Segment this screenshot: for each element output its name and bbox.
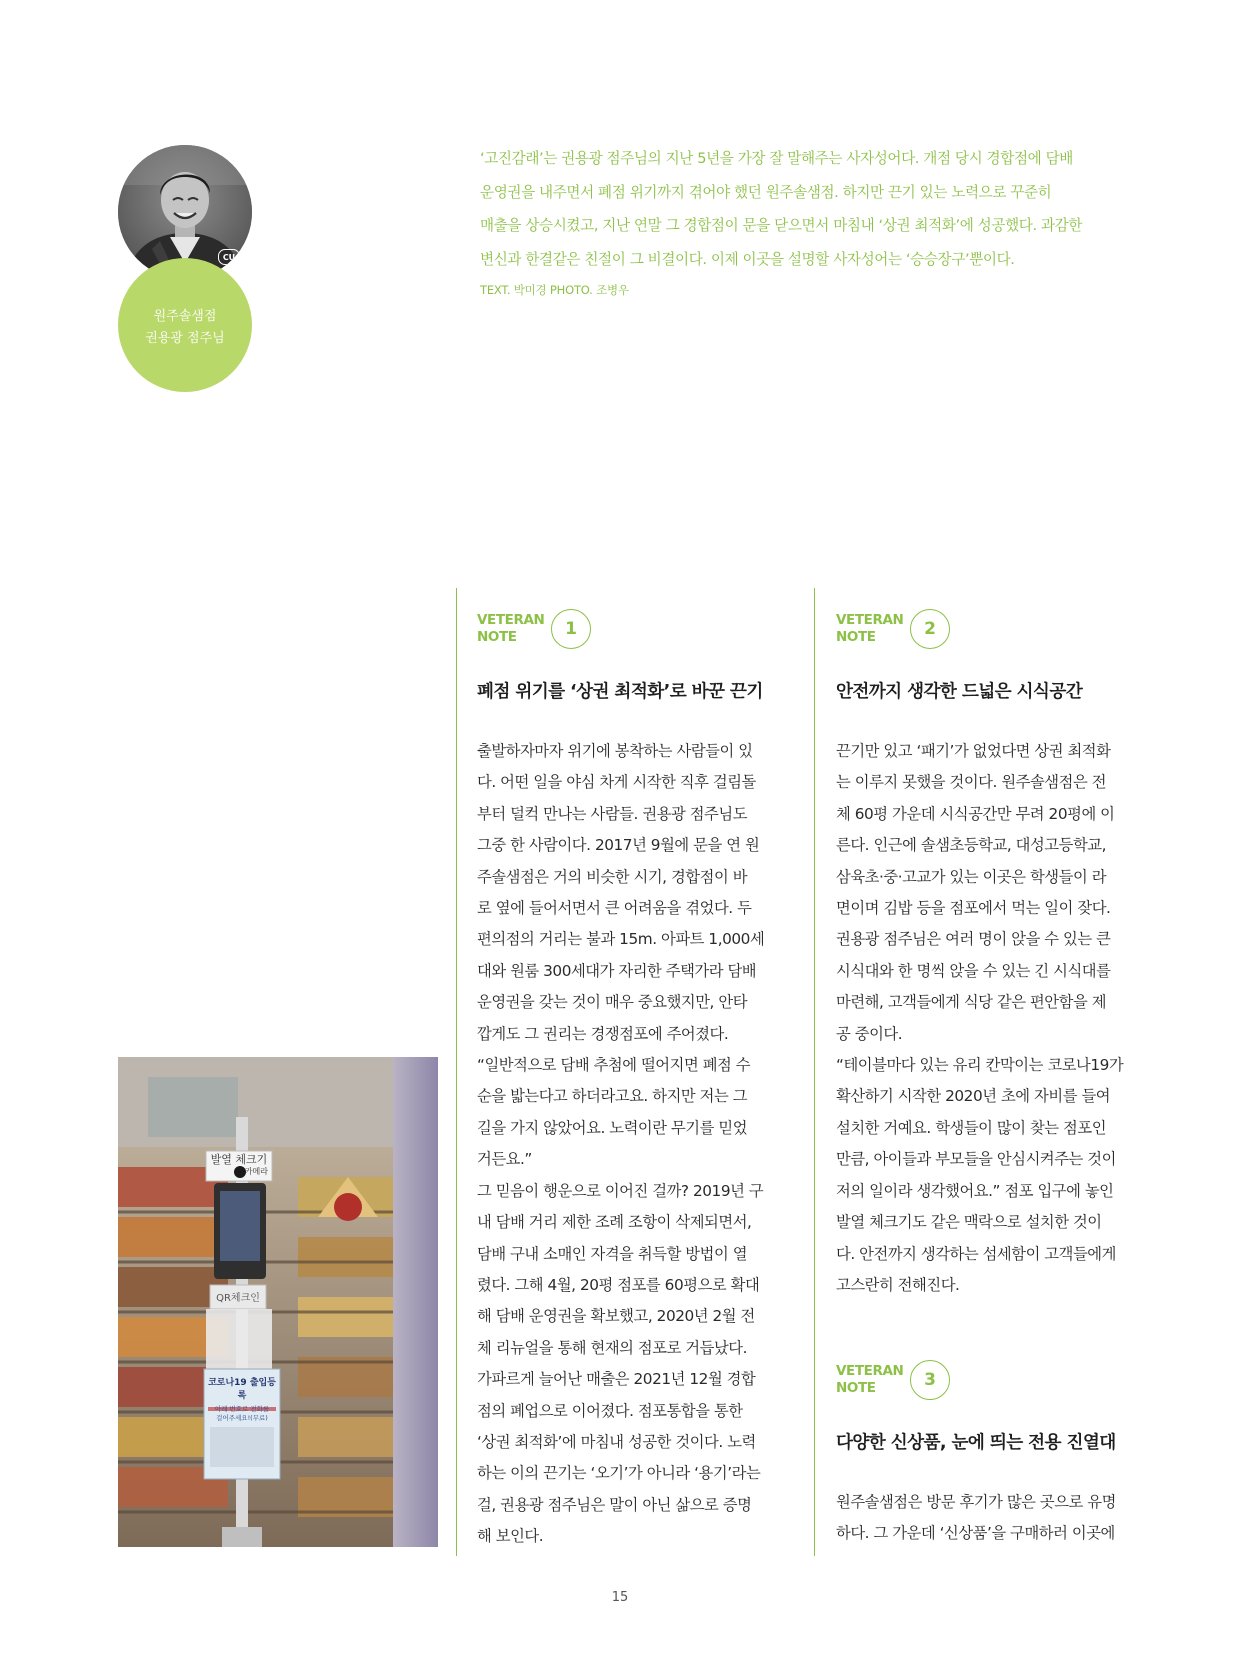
body-line: 해 보인다. <box>477 1527 544 1546</box>
body-line: 편의점의 거리는 불과 15m. 아파트 1,000세 <box>477 930 765 949</box>
poster-subtitle: 걸어주세요!(무료) <box>216 1414 268 1422</box>
owner-name: 권용광 점주님 <box>145 331 225 346</box>
store-name: 원주솔샘점 <box>153 309 217 324</box>
body-line: 부터 덜컥 만나는 사람들. 권용광 점주님도 <box>477 804 748 823</box>
body-line: 발열 체크기도 같은 맥락으로 설치한 것이 <box>836 1213 1102 1232</box>
body-line: 시식대와 한 명씩 앉을 수 있는 긴 시식대를 <box>836 961 1111 980</box>
body-line: 가파르게 늘어난 매출은 2021년 12월 경합 <box>477 1370 756 1389</box>
fever-sign-sub: 카메라 <box>244 1167 268 1176</box>
fever-sign-text: 발열 체크기 <box>210 1153 268 1166</box>
body-line: 하다. 그 가운데 ‘신상품’을 구매하러 이곳에 <box>836 1524 1115 1543</box>
body-line: 거든요.” <box>477 1150 532 1169</box>
qr-checkin-sign: QR체크인 <box>216 1293 260 1304</box>
body-line: 저의 일이라 생각했어요.” 점포 입구에 놓인 <box>836 1181 1114 1200</box>
body-line: 담배 구내 소매인 자격을 취득할 방법이 열 <box>477 1244 748 1263</box>
cu-logo-text: CU <box>222 252 236 262</box>
body-line: 마련해, 고객들에게 식당 같은 편안함을 제 <box>836 993 1107 1012</box>
body-line: 고스란히 전해진다. <box>836 1275 960 1294</box>
body-line: 면이며 김밥 등을 점포에서 먹는 일이 잦다. <box>836 899 1111 918</box>
note-label-line: NOTE <box>836 629 876 645</box>
body-line: 걸, 권용광 점주님은 말이 아닌 삶으로 증명 <box>477 1495 752 1514</box>
body-line: 렸다. 그해 4월, 20평 점포를 60평으로 확대 <box>477 1275 760 1294</box>
note-2-body <box>836 736 1156 1301</box>
veteran-note-label <box>477 612 555 646</box>
body-line: 삼육초·중·고교가 있는 이곳은 학생들이 라 <box>836 867 1107 886</box>
veteran-note-2-header <box>836 609 950 649</box>
body-line: 대와 원룸 300세대가 자리한 주택가라 담배 <box>477 961 757 980</box>
body-line: 내 담배 거리 제한 조례 조항이 삭제되면서, <box>477 1213 752 1232</box>
body-line: 운영권을 갖는 것이 매우 중요했지만, 안타 <box>477 993 748 1012</box>
veteran-note-3-header <box>836 1360 950 1400</box>
column-divider-right <box>814 588 815 1556</box>
note-label-line: NOTE <box>836 1380 876 1396</box>
note-3-body <box>836 1487 1156 1550</box>
body-line: 설치한 거예요. 학생들이 많이 찾는 점포인 <box>836 1118 1107 1137</box>
body-line: 다. 어떤 일을 야심 차게 시작한 직후 걸림돌 <box>477 773 756 792</box>
body-line: 그 믿음이 행운으로 이어진 걸까? 2019년 구 <box>477 1181 764 1200</box>
body-line: 체 60평 가운데 시식공간만 무려 20평에 이 <box>836 804 1115 823</box>
body-line: 점의 폐업으로 이어졌다. 점포통합을 통한 <box>477 1401 743 1420</box>
poster-title: 코로나19 출입등록 <box>208 1378 276 1401</box>
column-divider-left <box>456 588 457 1556</box>
body-line: 끈기만 있고 ‘패기’가 없었다면 상권 최적화 <box>836 742 1111 760</box>
note-label-line: NOTE <box>477 629 517 645</box>
page-number: 15 <box>611 1590 629 1605</box>
veteran-label-line: VETERAN <box>477 612 545 628</box>
body-line: “일반적으로 담배 추첨에 떨어지면 폐점 수 <box>477 1056 751 1075</box>
owner-name-badge <box>118 258 252 392</box>
note-number-circle: 1 <box>551 609 591 649</box>
body-line: 그중 한 사람이다. 2017년 9월에 문을 연 원 <box>477 836 760 855</box>
intro-line: 매출을 상승시켰고, 지난 연말 그 경합점이 문을 닫으면서 마침내 ‘상권 최적화’에 성공했다. 과감한 <box>480 217 1083 234</box>
body-line: “테이블마다 있는 유리 칸막이는 코로나19가 <box>836 1056 1124 1075</box>
credit-line: TEXT. 박미경 PHOTO. 조병우 <box>480 283 629 297</box>
body-line: 체 리뉴얼을 통해 현재의 점포로 거듭났다. <box>477 1338 748 1357</box>
poster-subtitle: 아래 번호로 전화를 <box>214 1405 270 1413</box>
body-line: 원주솔샘점은 방문 후기가 많은 곳으로 유명 <box>836 1493 1116 1511</box>
body-line: 출발하자마자 위기에 봉착하는 사람들이 있 <box>477 742 753 760</box>
body-line: ‘상권 최적화’에 마침내 성공한 것이다. 노력 <box>477 1432 756 1451</box>
note-1-body <box>477 736 797 1553</box>
intro-line: 변신과 한결같은 친절이 그 비결이다. 이제 이곳을 설명할 사자성어는 ‘승승장구’뿐이다. <box>480 250 1015 268</box>
store-photo <box>118 1057 438 1547</box>
veteran-note-1-header <box>477 609 591 649</box>
intro-line: 운영권을 내주면서 폐점 위기까지 겪어야 했던 원주솔샘점. 하지만 끈기 있는 노력으로 꾸준히 <box>480 183 1052 201</box>
veteran-label-line: VETERAN <box>836 612 904 628</box>
body-line: 주솔샘점은 거의 비슷한 시기, 경합점이 바 <box>477 867 748 886</box>
body-line: 깝게도 그 권리는 경쟁점포에 주어졌다. <box>477 1024 729 1043</box>
veteran-note-label <box>836 1363 914 1397</box>
intro-line: ‘고진감래’는 권용광 점주님의 지난 5년을 가장 잘 말해주는 사자성어다. 개점 당시 경합점에 담배 <box>480 150 1073 167</box>
note-3-title: 다양한 신상품, 눈에 띄는 전용 진열대 <box>836 1433 1116 1453</box>
body-line: 만큼, 아이들과 부모들을 안심시켜주는 것이 <box>836 1150 1116 1169</box>
body-line: 권용광 점주님은 여러 명이 앉을 수 있는 큰 <box>836 930 1111 949</box>
body-line: 는 이루지 못했을 것이다. 원주솔샘점은 전 <box>836 773 1107 792</box>
corona-poster <box>204 1375 280 1422</box>
cu-logo-badge <box>218 249 240 265</box>
body-line: 순을 밟는다고 하더라고요. 하지만 저는 그 <box>477 1087 748 1106</box>
intro-paragraph <box>480 142 1162 276</box>
body-line: 른다. 인근에 솔샘초등학교, 대성고등학교, <box>836 836 1107 855</box>
body-line: 로 옆에 들어서면서 큰 어려움을 겪었다. 두 <box>477 899 752 918</box>
veteran-note-label <box>836 612 914 646</box>
note-1-title: 폐점 위기를 ‘상권 최적화’로 바꾼 끈기 <box>477 682 763 702</box>
body-line: 길을 가지 않았어요. 노력이란 무기를 믿었 <box>477 1118 748 1137</box>
body-line: 해 담배 운영권을 확보했고, 2020년 2월 전 <box>477 1307 755 1326</box>
body-line: 확산하기 시작한 2020년 초에 자비를 들여 <box>836 1087 1111 1106</box>
veteran-label-line: VETERAN <box>836 1363 904 1379</box>
body-line: 다. 안전까지 생각하는 섬세함이 고객들에게 <box>836 1244 1116 1263</box>
note-2-title: 안전까지 생각한 드넓은 시식공간 <box>836 682 1083 702</box>
fever-check-sign <box>208 1154 270 1178</box>
note-number-circle: 3 <box>910 1360 950 1400</box>
body-line: 하는 이의 끈기는 ‘오기’가 아니라 ‘용기’라는 <box>477 1464 761 1483</box>
body-line: 공 중이다. <box>836 1024 903 1043</box>
note-number-circle: 2 <box>910 609 950 649</box>
